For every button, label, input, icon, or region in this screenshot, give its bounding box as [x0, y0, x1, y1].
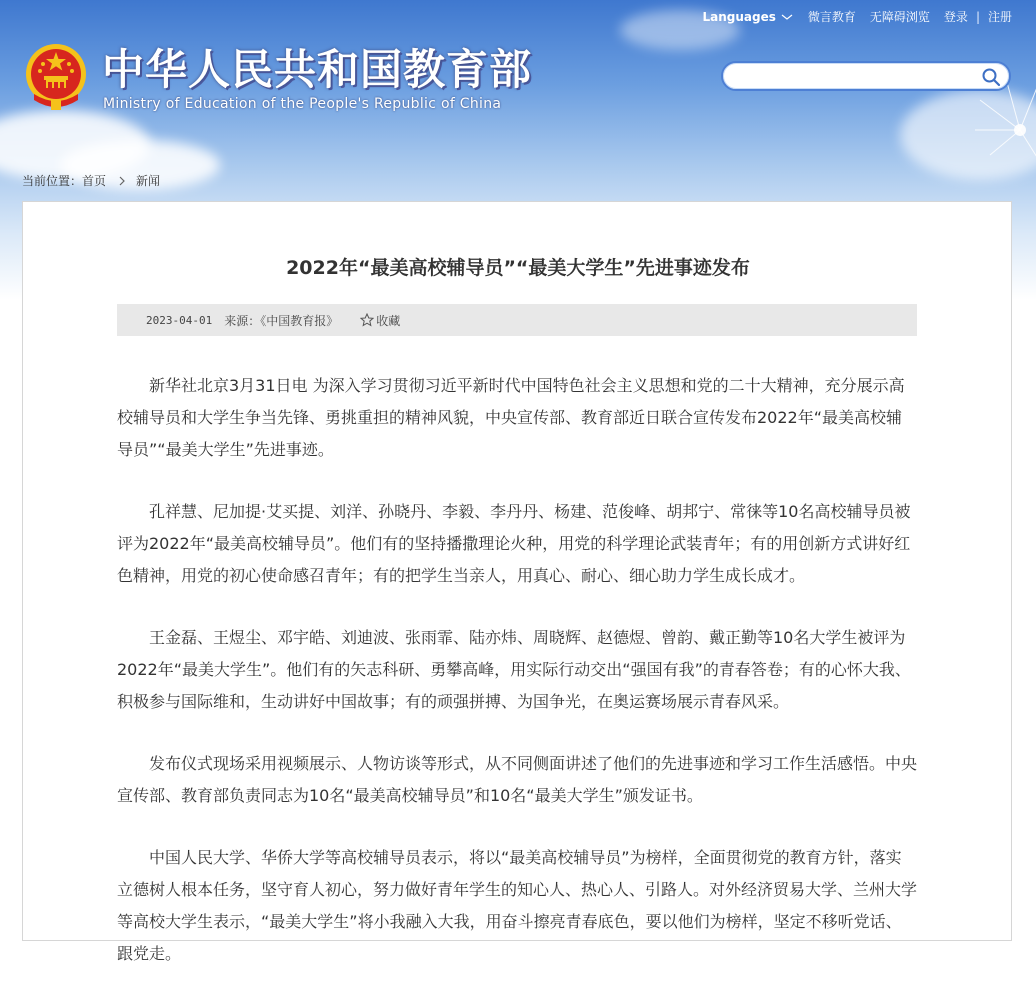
article-title: 2022年“最美高校辅导员”“最美大学生”先进事迹发布	[286, 257, 750, 279]
site-title-en[interactable]: Ministry of Education of the People's Republic of China	[103, 96, 502, 112]
breadcrumb-label: 当前位置：	[22, 174, 83, 188]
languages-dropdown[interactable]	[703, 10, 794, 24]
search-input[interactable]	[737, 67, 981, 87]
breadcrumb-home[interactable]: 首页	[82, 174, 107, 188]
chevron-right-icon	[118, 176, 126, 186]
breadcrumb-news[interactable]: 新闻	[136, 174, 161, 188]
site-title-cn[interactable]: 中华人民共和国教育部	[102, 45, 533, 94]
article-body	[117, 370, 917, 1000]
article-paragraph: 新华社北京3月31日电 为深入学习贯彻习近平新时代中国特色社会主义思想和党的二十大精神，充分展示高校辅导员和大学生争当先锋、勇挑重担的精神风貌，中央宣传部、教育部近日联合宣传发布2022年“最美高校辅导员”“最美大学生”先进事迹。	[117, 376, 905, 459]
star-outline-icon	[360, 313, 374, 327]
weibo-link[interactable]: 微言教育	[807, 10, 856, 24]
national-emblem-icon[interactable]	[24, 42, 88, 112]
search-icon[interactable]	[981, 67, 1001, 87]
article-date: 2023-04-01	[146, 313, 213, 327]
nav-separator: |	[975, 9, 980, 24]
article-meta-bar	[117, 304, 917, 336]
article-source: 来源：《中国教育报》	[224, 313, 339, 328]
favorite-button[interactable]	[360, 312, 400, 329]
article-paragraph: 中国人民大学、华侨大学等高校辅导员表示，将以“最美高校辅导员”为榜样，全面贯彻党的教育方针，落实立德树人根本任务，坚守育人初心，努力做好青年学生的知心人、热心人、引路人。对外经济贸易大学、兰州大学等高校大学生表示，“最美大学生”将小我融入大我，用奋斗擦亮青春底色，要以他们为榜样，坚定不移听党话、跟党走。	[117, 848, 918, 963]
article-paragraph: 孔祥慧、尼加提·艾买提、刘洋、孙晓丹、李毅、李丹丹、杨建、范俊峰、胡邦宁、常徕等10名高校辅导员被评为2022年“最美高校辅导员”。他们有的坚持播撒理论火种，用党的科学理论武装青年；有的用创新方式讲好红色精神，用党的初心使命感召青年；有的把学生当亲人，用真心、耐心、细心助力学生成长成才。	[117, 502, 911, 585]
article-paragraph: 发布仪式现场采用视频展示、人物访谈等形式，从不同侧面讲述了他们的先进事迹和学习工作生活感悟。中央宣传部、教育部负责同志为10名“最美高校辅导员”和10名“最美大学生”颁发证书。	[117, 754, 918, 805]
favorite-label: 收藏	[376, 313, 401, 328]
breadcrumb	[22, 172, 160, 189]
register-link[interactable]: 注册	[987, 10, 1012, 24]
top-navigation	[689, 8, 1013, 25]
login-link[interactable]: 登录	[943, 10, 968, 24]
languages-label: Languages	[702, 9, 776, 24]
chevron-down-icon	[780, 12, 794, 22]
accessibility-link[interactable]: 无障碍浏览	[869, 10, 930, 24]
search-box	[721, 61, 1011, 91]
article-paragraph: 王金磊、王煜尘、邓宇皓、刘迪波、张雨霏、陆亦炜、周晓辉、赵德煜、曾韵、戴正勤等10名大学生被评为2022年“最美大学生”。他们有的矢志科研、勇攀高峰，用实际行动交出“强国有我”的青春答卷；有的心怀大我、积极参与国际维和，生动讲好中国故事；有的顽强拼搏、为国争光，在奥运赛场展示青春风采。	[117, 628, 911, 711]
